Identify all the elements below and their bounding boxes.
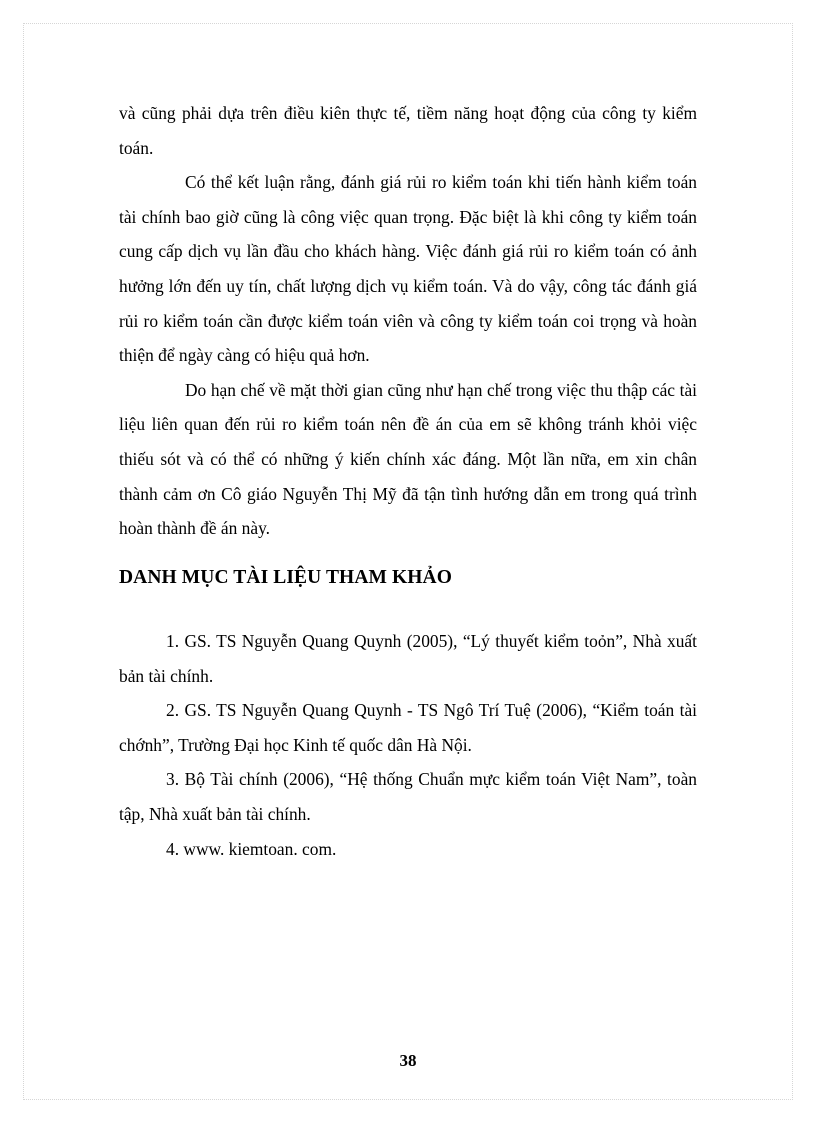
reference-item: 1. GS. TS Nguyễn Quang Quynh (2005), “Lý thuyết kiểm toỏn”, Nhà xuất bản tài chính. [119, 631, 697, 686]
document-body [119, 96, 697, 859]
references-list [119, 624, 697, 866]
reference-item: 3. Bộ Tài chính (2006), “Hệ thống Chuẩn mực kiểm toán Việt Nam”, toàn tập, Nhà xuất bản tài chính. [119, 769, 697, 824]
paragraph-continuation: và cũng phải dựa trên điều kiên thực tế, tiềm năng hoạt động của công ty kiểm toán. [119, 103, 697, 158]
page-number: 38 [399, 1051, 417, 1070]
reference-item: 4. www. kiemtoan. com. [166, 838, 337, 859]
paragraph-acknowledgement: Do hạn chế về mặt thời gian cũng như hạn chế trong việc thu thập các tài liệu liên quan đến rủi ro kiểm toán nên đề án của em sẽ không tránh khỏi việc thiếu sót và có thể có những ý kiến chính xác đáng. Một lần nữa, em xin chân thành cảm ơn Cô giáo Nguyễn Thị Mỹ đã tận tình hướng dẫn em trong quá trình hoàn thành đề án này. [119, 379, 697, 539]
reference-item: 2. GS. TS Nguyễn Quang Quynh - TS Ngô Trí Tuệ (2006), “Kiểm toán tài chớnh”, Trường Đại học Kinh tế quốc dân Hà Nội. [119, 700, 697, 755]
paragraph-conclusion: Có thể kết luận rằng, đánh giá rủi ro kiểm toán khi tiến hành kiểm toán tài chính bao giờ cũng là công việc quan trọng. Đặc biệt là khi công ty kiểm toán cung cấp dịch vụ lần đầu cho khách hàng. Việc đánh giá rủi ro kiểm toán có ảnh hưởng lớn đến uy tín, chất lượng dịch vụ kiểm toán. Và do vậy, công tác đánh giá rủi ro kiểm toán cần được kiểm toán viên và công ty kiểm toán coi trọng và hoàn thiện để ngày càng có hiệu quả hơn. [119, 172, 697, 366]
references-heading: DANH MỤC TÀI LIỆU THAM KHẢO [119, 567, 452, 588]
